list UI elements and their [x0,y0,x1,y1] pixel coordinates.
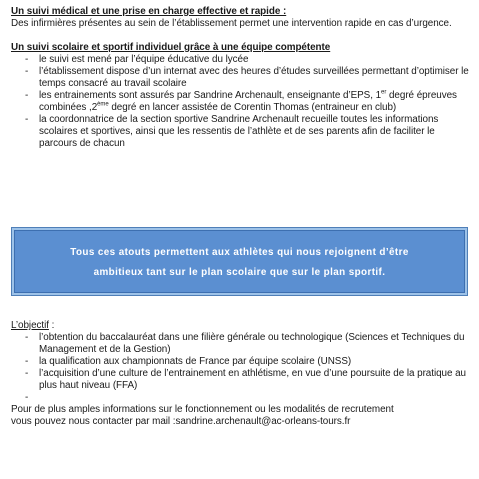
superscript: ème [97,101,109,108]
section-school-title: Un suivi scolaire et sportif individuel grâce à une équipe compétente [11,42,331,53]
list-item-text: degré en lancer assistée de Corentin Thomas (entraineur en club) [108,102,397,113]
section-medical-body: Des infirmières présentes au sein de l’établissement permet une intervention rapide en cas d’urgence. [11,18,452,29]
list-item [11,90,473,114]
list-item: - le suivi est mené par l’équipe éducative du lycée [11,54,473,66]
section-medical-title: Un suivi médical et une prise en charge effective et rapide : [11,6,287,17]
list-item-text: les entrainements sont assurés par Sandrine Archenault, enseignante d’EPS, 1 [39,90,382,101]
callout-line-1: Tous ces atouts permettent aux athlètes qui nous rejoignent d’être [70,247,409,258]
callout-inner [14,230,465,293]
list-item-empty [11,392,473,404]
superscript: er [381,89,387,96]
objective-title-suffix: : [48,320,55,331]
callout-line-2: ambitieux tant sur le plan scolaire que sur le plan sportif. [93,267,386,278]
list-item: - l’obtention du baccalauréat dans une filière générale ou technologique (Sciences et Techniques du Management et de la Gestion) [11,332,473,356]
objective-title-text: L’objectif [11,320,49,331]
callout-text [15,243,464,283]
list-item: - l’établissement dispose d’un internat avec des heures d’études surveillées permettant d’optimiser le temps consacré au travail scolaire [11,66,473,90]
callout-box [11,227,468,296]
list-item: - l’acquisition d’une culture de l’entrainement en athlétisme, en vue d’une poursuite de la pratique au plus haut niveau (FFA) [11,368,473,392]
list-item: - la qualification aux championnats de France par équipe scolaire (UNSS) [11,356,473,368]
list-item: - la coordonnatrice de la section sportive Sandrine Archenault recueille toutes les informations scolaires et sportives, ainsi que les ressentis de l’athlète et de ses parents afin de faciliter le parcours de chacun [11,114,473,150]
document-top [11,6,473,150]
contact-line-2: vous pouvez nous contacter par mail :sandrine.archenault@ac-orleans-tours.fr [11,416,351,427]
objective-section [11,320,473,428]
school-list [11,54,473,150]
list-item-text: degré épreuves combinées ,2 [39,90,457,113]
contact-line-1: Pour de plus amples informations sur le fonctionnement ou les modalités de recrutement [11,404,394,415]
objective-list [11,332,473,404]
objective-title [11,320,473,332]
